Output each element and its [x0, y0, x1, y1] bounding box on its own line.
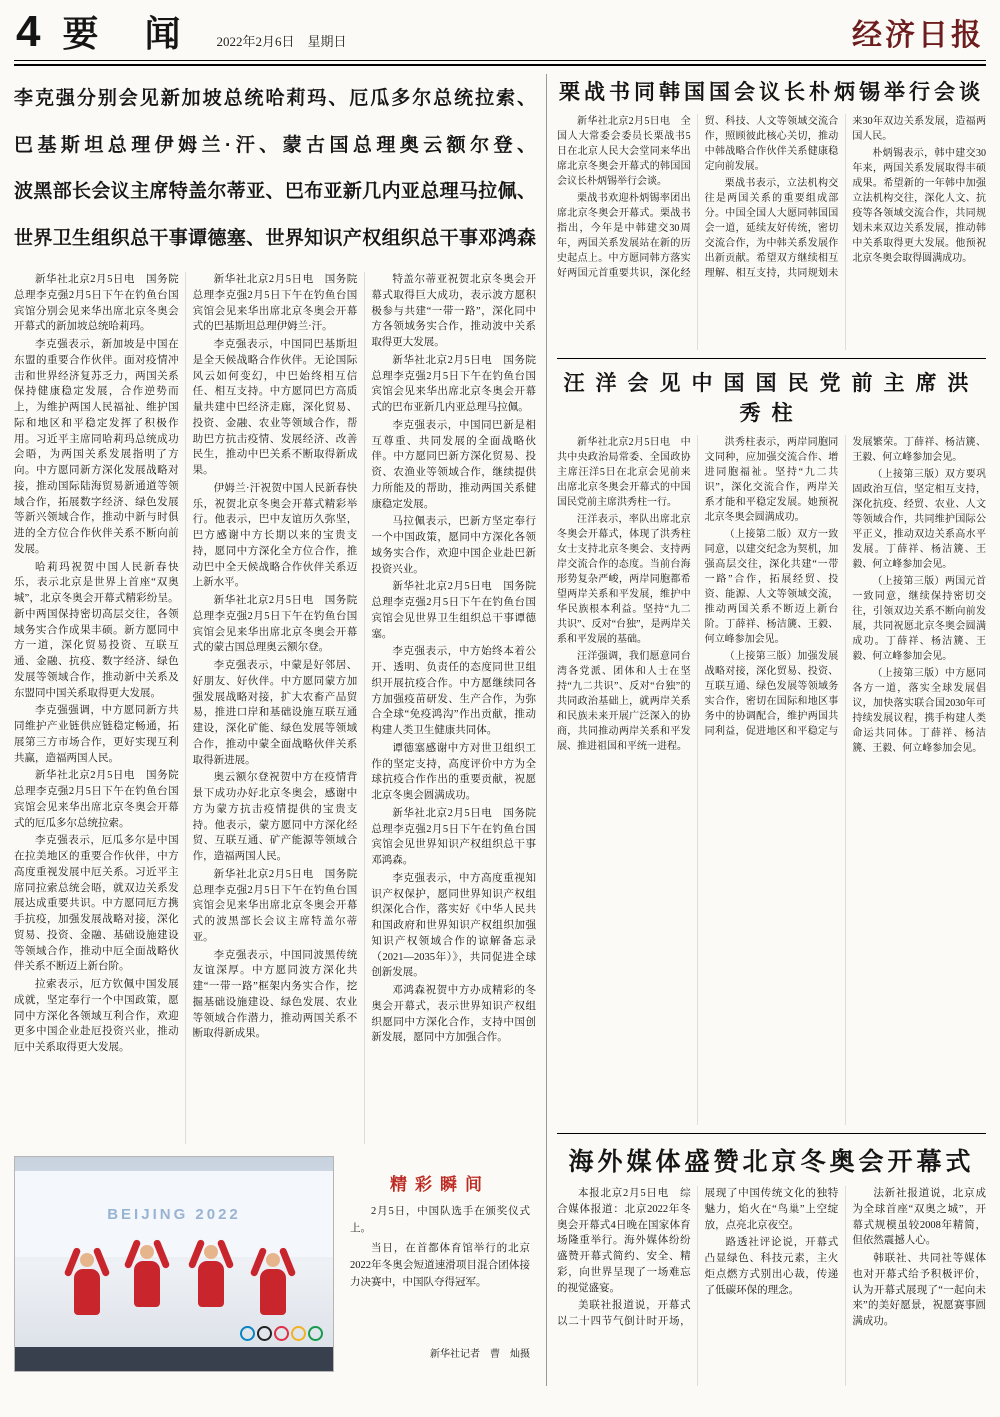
- page-content: [14, 74, 986, 1386]
- athlete-head: [204, 1245, 218, 1259]
- olympic-rings-icon: [240, 1326, 323, 1341]
- photo-credit: 新华社记者 曹 灿摄: [430, 1349, 530, 1361]
- paragraph: 2月5日，中国队选手在颁奖仪式上。: [350, 1206, 530, 1235]
- caption-text: [350, 1203, 530, 1294]
- paragraph: 李克强表示，中方高度重视知识产权保护，愿同世界知识产权组织深化合作，落实好《中华人民共和国政府和世界知识产权组织加强知识产权领域合作的谅解备忘录（2021—2035年）》，共同促进全球创新发展。: [371, 872, 536, 979]
- paragraph: 当日，在首都体育馆举行的北京2022年冬奥会短道速滑项目混合团体接力决赛中，中国队夺得冠军。: [350, 1243, 530, 1289]
- article-headline: 海外媒体盛赞北京冬奥会开幕式: [568, 1148, 975, 1176]
- athlete-head: [266, 1253, 280, 1267]
- paragraph: 栗战书欢迎朴炳锡率团出席北京冬奥会开幕式。栗战书指出，今年是中韩建交30周年，两国关系发展站在新的历史起点上。中方愿同韩方落实好两国元首重要共识，深化经贸、科技、人文等领域交流合作，照顾彼此核心关切，推动中韩战略合作伙伴关系健康稳定向前发展。: [557, 116, 839, 279]
- backdrop-board: [15, 1171, 333, 1257]
- paragraph: 新华社北京2月5日电 国务院总理李克强2月5日下午在钓鱼台国宾馆会见来华出席北京冬奥会开幕式的波黑部长会议主席特盖尔蒂亚。: [192, 868, 358, 943]
- paragraph: 李克强表示，中国同波黑传统友谊深厚。中方愿同波方深化共建“一带一路”框架内务实合作，挖掘基础设施建设、绿色发展、农业等领域合作潜力，推动两国关系不断取得新成果。: [192, 949, 358, 1040]
- headline-line: 世界卫生组织总干事谭德塞、世界知识产权组织总干事邓鸿森: [14, 227, 536, 249]
- paragraph: （上接第二版）双方一致同意，以建交纪念为契机，加强高层交往，深化共建“一带一路”合作，拓展经贸、投资、能源、人文等领域交流，推动两国关系不断迈上新台阶。丁薛祥、杨洁篪、王毅、何立峰参加会见。: [704, 529, 839, 645]
- masthead-left: [16, 7, 347, 56]
- paragraph: 奥云额尔登祝贺中方在疫情背景下成功办好北京冬奥会，感谢中方为蒙方抗击疫情提供的宝贵支持。他表示，蒙方愿同中方深化经贸、互联互通、矿产能源等领域合作，造福两国人民。: [192, 772, 358, 863]
- section-title: 要 闻: [62, 13, 199, 54]
- article-headline: 汪洋会见中国国民党前主席洪秀柱: [563, 372, 980, 425]
- ring-red: [274, 1326, 289, 1341]
- photo-block: [14, 1156, 536, 1370]
- paragraph: 新华社北京2月5日电 国务院总理李克强2月5日下午在钓鱼台国宾馆会见世界卫生组织总干事谭德塞。: [371, 581, 536, 640]
- athlete-head: [140, 1245, 154, 1259]
- paragraph: 汪洋表示，率队出席北京冬奥会开幕式，体现了洪秀柱女士支持北京冬奥会、支持两岸交流合作的态度。当前台海形势复杂严峻，两岸同胞都希望两岸关系和平发展，维护中华民族根本利益。坚持“九二共识”、反对“台独”，是两岸关系和平发展的基础。: [557, 514, 691, 645]
- header-rule: [14, 60, 986, 66]
- athlete-figure: [191, 1245, 231, 1341]
- athlete-figure: [67, 1253, 107, 1349]
- column-divider: [546, 74, 547, 1386]
- ring-black: [257, 1326, 272, 1341]
- page-number: 4: [16, 7, 41, 56]
- athlete-head: [80, 1253, 94, 1267]
- paragraph: （上接第三版）双方要巩固政治互信，坚定相互支持，深化抗疫、经贸、农业、人文等领域合作，共同维护国际公平正义，推动双边关系高水平发展。丁薛祥、杨洁篪、王毅、何立峰参加会见。: [852, 469, 986, 570]
- newspaper-name: 经济日报: [852, 19, 984, 52]
- paragraph: 栗战书表示，立法机构交往是两国关系的重要组成部分。中国全国人大愿同韩国国会一道，延续友好传统，密切交流合作，为中韩关系发展作出新贡献。希望双方继续相互理解、相互支持，共同规划未来30年双边关系发展，造福两国人民。: [704, 116, 986, 279]
- article-body: [557, 1186, 986, 1386]
- athlete-torso: [260, 1269, 286, 1315]
- paragraph: 新华社北京2月5日电 国务院总理李克强2月5日下午在钓鱼台国宾馆会见来华出席北京冬奥会开幕式的蒙古国总理奥云额尔登。: [192, 595, 358, 654]
- edition-date: 2022年2月6日 星期日: [216, 34, 347, 49]
- paragraph: （上接第三版）两国元首一致同意，继续保持密切交往，引领双边关系不断向前发展，共同祝愿北京冬奥会圆满成功。丁薛祥、杨洁篪、王毅、何立峰参加会见。: [852, 576, 986, 662]
- headline-line: 李克强分别会见新加坡总统哈莉玛、厄瓜多尔总统拉索、: [14, 88, 536, 109]
- lead-body: [14, 272, 536, 1144]
- paragraph: （上接第三版）加强发展战略对接，深化贸易、投资、互联互通、绿色发展等领域务实合作，密切在国际和地区事务中的协调配合，维护两国共同利益，促进地区和平稳定与发展繁荣。丁薛祥、杨洁篪、王毅、何立峰参加会见。: [704, 437, 986, 737]
- paragraph: 美联社报道说，开幕式以二十四节气倒计时开场，展现了中国传统文化的独特魅力，焰火在“鸟巢”上空绽放，点亮北京夜空。: [557, 1188, 839, 1327]
- ring-yellow: [291, 1326, 306, 1341]
- paragraph: 新华社北京2月5日电 国务院总理李克强2月5日下午在钓鱼台国宾馆分别会见来华出席北京冬奥会开幕式的新加坡总统哈莉玛。: [14, 274, 179, 333]
- article-body: [557, 114, 986, 350]
- paragraph: 李克强表示，厄瓜多尔是中国在拉美地区的重要合作伙伴，中方高度重视发展中厄关系。习近平主席同拉索总统会晤，就双边关系发展达成重要共识。中方愿同厄方携手抗疫，加强发展战略对接，深化贸易、投资、金融、基础设施建设等领域合作，推动中厄全面战略伙伴关系不断迈上新台阶。: [14, 835, 179, 973]
- caption-title: 精彩瞬间: [390, 1175, 490, 1195]
- article-divider: [557, 358, 986, 359]
- lead-headline: [14, 76, 536, 262]
- paragraph: 新华社北京2月5日电 国务院总理李克强2月5日下午在钓鱼台国宾馆会见来华出席北京冬奥会开幕式的巴布亚新几内亚总理马拉佩。: [371, 354, 536, 414]
- article-wangyang: [557, 367, 986, 1125]
- paragraph: 邓鸿森祝贺中方办成精彩的冬奥会开幕式，表示世界知识产权组织愿同中方深化合作，支持中国创新发展，愿同中方加强合作。: [371, 985, 536, 1044]
- paragraph: 法新社报道说，北京成为全球首座“双奥之城”，开幕式规模虽较2008年精简，但依然震撼人心。: [852, 1188, 986, 1247]
- paragraph: 新华社北京2月5日电 国务院总理李克强2月5日下午在钓鱼台国宾馆会见来华出席北京冬奥会开幕式的巴基斯坦总理伊姆兰·汗。: [192, 274, 358, 333]
- headline-line: 巴基斯坦总理伊姆兰·汗、蒙古国总理奥云额尔登、: [14, 134, 536, 156]
- photo-caption: [344, 1156, 536, 1370]
- athlete-torso: [134, 1261, 160, 1307]
- headline-line: 波黑部长会议主席特盖尔蒂亚、巴布亚新几内亚总理马拉佩、: [14, 181, 536, 203]
- paragraph: 李克强表示，中国同巴新是相互尊重、共同发展的全面战略伙伴。中方愿同巴新方深化贸易、投资、农渔业等领域合作，继续提供力所能及的帮助，推动两国关系健康稳定发展。: [371, 419, 536, 510]
- paragraph: 李克强强调，中方愿同新方共同维护产业链供应链稳定畅通，拓展第三方市场合作，更好实现互利共赢，造福两国人民。: [14, 705, 179, 764]
- masthead: [14, 8, 986, 60]
- athlete-torso: [198, 1261, 224, 1307]
- paragraph: 拉索表示，厄方钦佩中国发展成就，坚定奉行一个中国政策，愿同中方深化各领域互利合作，欢迎更多中国企业赴厄投资兴业，推动厄中关系取得更大发展。: [14, 979, 179, 1054]
- paragraph: 李克强表示，中蒙是好邻居、好朋友、好伙伴。中方愿同蒙方加强发展战略对接，扩大农畜产品贸易，推进口岸和基础设施互联互通建设，深化矿能、绿色发展等领域合作，推动中蒙全面战略伙伴关系取得新进展。: [192, 660, 358, 766]
- ring-green: [308, 1326, 323, 1341]
- article-divider: [557, 1133, 986, 1134]
- paragraph: 洪秀柱表示，两岸同胞同文同种，应加强交流合作、增进同胞福祉。坚持“九二共识”，深化交流合作，两岸关系才能和平稳定发展。她预祝北京冬奥会圆满成功。: [704, 437, 839, 523]
- article-body: [557, 435, 986, 1125]
- paragraph: 韩联社、共同社等媒体也对开幕式给予积极评价，认为开幕式展现了“一起向未来”的美好愿景，祝愿赛事圆满成功。: [852, 1253, 986, 1327]
- paragraph: 汪洋强调，我们愿意同台湾各党派、团体和人士在坚持“九二共识”、反对“台独”的共同政治基础上，就两岸关系和民族未来开展广泛深入的协商，共同推动两岸关系和平发展、推进祖国和平统一进程。: [557, 651, 691, 752]
- paragraph: 朴炳锡表示，韩中建交30年来，两国关系发展取得丰硕成果。希望新的一年韩中加强立法机构交往，深化人文、抗疫等各领域交流合作，共同规划未来双边关系发展，推动韩中关系取得更大发展。他预祝北京冬奥会取得圆满成功。: [852, 148, 986, 264]
- paragraph: 李克强表示，新加坡是中国在东盟的重要合作伙伴。面对疫情冲击和世界经济复苏乏力，两国关系保持健康稳定发展，合作逆势而上，为维护两国人民福祉、维护国际和地区和平稳定发挥了积极作用。习近平主席同哈莉玛总统成功会晤，为两国关系发展指明了方向。中方愿同新方深化发展战略对接，推动国际陆海贸易新通道等领域合作，拓展数字经济、绿色发展等新兴领域合作，推动中新与时俱进的全方位合作伙伴关系不断向前发展。: [14, 339, 179, 555]
- article-talks: [557, 76, 986, 350]
- paragraph: 马拉佩表示，巴新方坚定奉行一个中国政策，愿同中方深化各领域务实合作，欢迎中国企业赴巴新投资兴业。: [371, 516, 536, 575]
- podium-photo: [14, 1156, 334, 1372]
- ring-blue: [240, 1326, 255, 1341]
- paragraph: 哈莉玛祝贺中国人民新春快乐，表示北京是世界上首座“双奥城”，北京冬奥会开幕式精彩纷呈。新中两国保持密切高层交往，各领域务实合作成果丰硕。新方愿同中方一道，深化贸易投资、互联互通、金融、抗疫、数字经济、绿色发展等领域合作，推动新中关系及东盟同中国关系取得更大发展。: [14, 561, 179, 699]
- athlete-torso: [74, 1269, 100, 1315]
- paragraph: 新华社北京2月5日电 中共中央政治局常委、全国政协主席汪洋5日在北京会见前来出席北京冬奥会开幕式的中国国民党前主席洪秀柱一行。: [557, 437, 691, 508]
- paragraph: 特盖尔蒂亚祝贺北京冬奥会开幕式取得巨大成功，表示波方愿积极参与共建“一带一路”，深化同中方各领域务实合作，推动波中关系取得更大发展。: [371, 274, 536, 349]
- paragraph: 新华社北京2月5日电 国务院总理李克强2月5日下午在钓鱼台国宾馆会见世界知识产权组织总干事邓鸿森。: [371, 807, 536, 867]
- article-overseas: [557, 1142, 986, 1386]
- article-headline: 栗战书同韩国国会议长朴炳锡举行会谈: [559, 81, 984, 104]
- paragraph: 谭德塞感谢中方对世卫组织工作的坚定支持，高度评价中方为全球抗疫合作作出的重要贡献，祝愿北京冬奥会圆满成功。: [371, 742, 536, 802]
- paragraph: 新华社北京2月5日电 全国人大常委会委员长栗战书5日在北京人民大会堂同来华出席北京冬奥会开幕式的韩国国会议长朴炳锡举行会谈。: [557, 116, 691, 187]
- paragraph: 李克强表示，中方始终本着公开、透明、负责任的态度同世卫组织开展抗疫合作。中方愿继续同各方加强疫苗研发、生产合作，为弥合全球“免疫鸿沟”作出贡献，推动构建人类卫生健康共同体。: [371, 646, 536, 737]
- paragraph: 伊姆兰·汗祝贺中国人民新春快乐，祝贺北京冬奥会开幕式精彩举行。他表示，巴中友谊历久弥坚，巴方感谢中方长期以来的宝贵支持，愿同中方深化全方位合作，推动巴中全天候战略合作伙伴关系迈上新水平。: [192, 482, 358, 589]
- backdrop-text: BEIJING 2022: [107, 1205, 241, 1223]
- right-column: [557, 74, 986, 1386]
- lead-article: [14, 74, 536, 1386]
- paragraph: 本报北京2月5日电 综合媒体报道：北京2022年冬奥会开幕式4日晚在国家体育场隆重举行。海外媒体纷纷盛赞开幕式简约、安全、精彩，向世界呈现了一场难忘的视觉盛宴。: [557, 1188, 691, 1294]
- podium: [15, 1347, 333, 1371]
- athlete-figure: [127, 1245, 167, 1341]
- paragraph: 李克强表示，中国同巴基斯坦是全天候战略合作伙伴。无论国际风云如何变幻，中巴始终相互信任、相互支持。中方愿同巴方高质量共建中巴经济走廊，深化贸易、投资、金融、农业等领域合作，帮助巴方抗击疫情、发展经济、改善民生，推动中巴关系不断取得新成果。: [192, 339, 358, 477]
- paragraph: （上接第三版）中方愿同各方一道，落实全球发展倡议，加快落实联合国2030年可持续发展议程，携手构建人类命运共同体。丁薛祥、杨洁篪、王毅、何立峰参加会见。: [852, 668, 986, 754]
- paragraph: 路透社评论说，开幕式凸显绿色、科技元素，主火炬点燃方式别出心裁，传递了低碳环保的理念。: [704, 1237, 839, 1296]
- paragraph: 新华社北京2月5日电 国务院总理李克强2月5日下午在钓鱼台国宾馆会见来华出席北京冬奥会开幕式的厄瓜多尔总统拉索。: [14, 770, 179, 829]
